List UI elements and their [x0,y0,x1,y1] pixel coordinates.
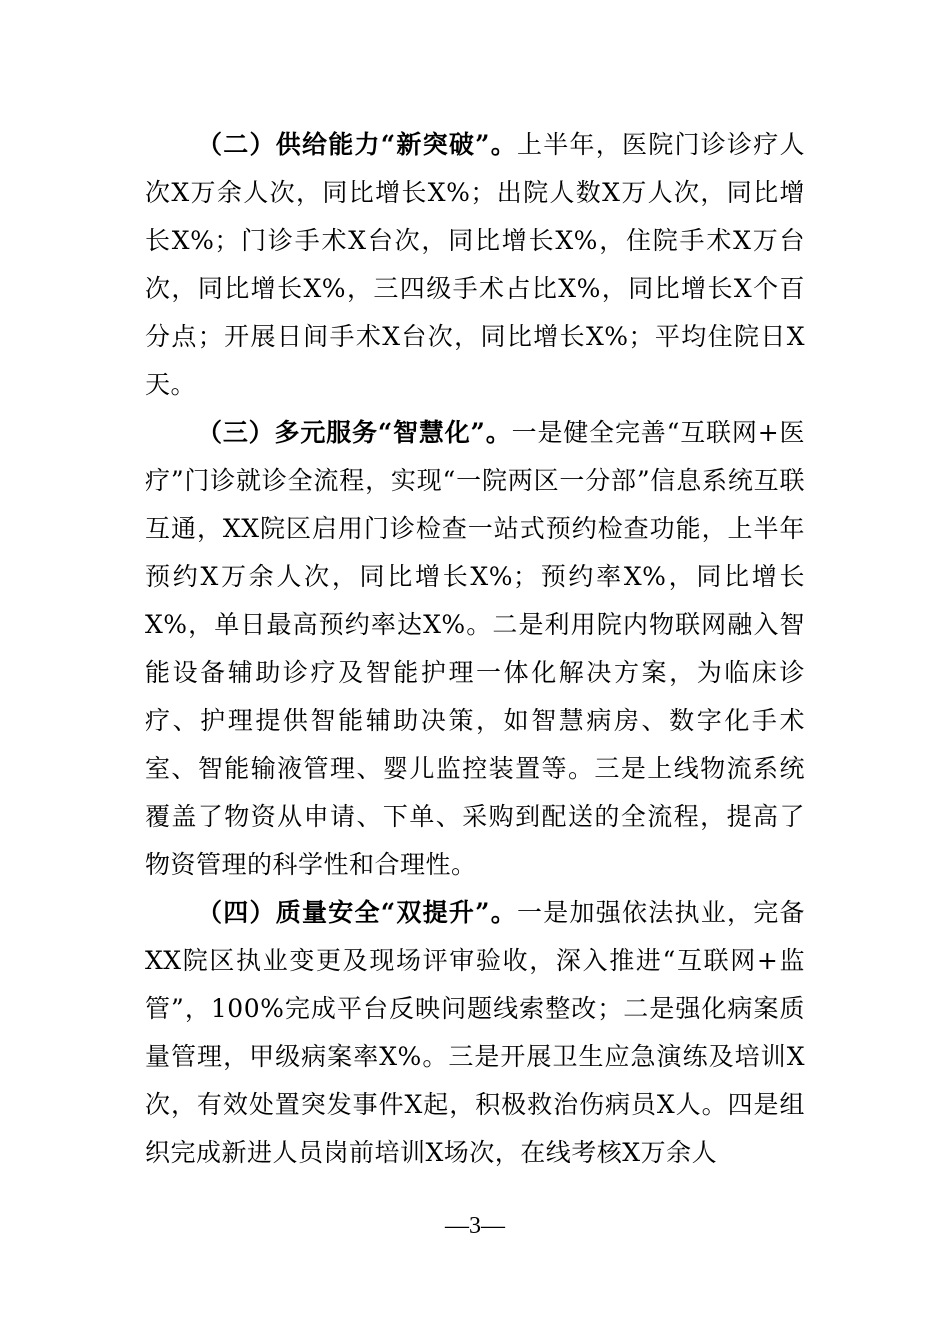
paragraph-text: 一是健全完善“互联网+医疗”门诊就诊全流程，实现“一院两区一分部”信息系统互联互通，XX院区启用门诊检查一站式预约检查功能，上半年预约X万余人次，同比增长X%；预约率X%，同比增长X%，单日最高预约率达X%。二是利用院内物联网融入智能设备辅助诊疗及智能护理一体化解决方案，为临床诊疗、护理提供智能辅助决策，如智慧病房、数字化手术室、智能输液管理、婴儿监控装置等。三是上线物流系统覆盖了物资从申请、下单、采购到配送的全流程，提高了物资管理的科学性和合理性。 [145,418,806,879]
paragraph-heading: （三）多元服务“智慧化”。 [197,418,512,447]
paragraph-quality-safety [145,889,805,1177]
paragraph-heading: （二）供给能力“新突破”。 [197,130,517,159]
page-number: —3— [445,1213,505,1239]
paragraph-supply-capacity [145,121,805,409]
paragraph-heading: （四）质量安全“双提升”。 [197,898,517,927]
paragraph-text: 上半年，医院门诊诊疗人次X万余人次，同比增长X%；出院人数X万人次，同比增长X%；门诊手术X台次，同比增长X%，住院手术X万台次，同比增长X%，三四级手术占比X%，同比增长X个百分点；开展日间手术X台次，同比增长X%；平均住院日X天。 [145,130,805,399]
paragraph-text: 一是加强依法执业，完备XX院区执业变更及现场评审验收，深入推进“互联网+监管”，100%完成平台反映问题线索整改；二是强化病案质量管理，甲级病案率X%。三是开展卫生应急演练及培训X次，有效处置突发事件X起，积极救治伤病员X人。四是组织完成新进人员岗前培训X场次，在线考核X万余人 [145,898,805,1167]
paragraph-smart-services [145,409,805,889]
document-body [145,121,805,1177]
